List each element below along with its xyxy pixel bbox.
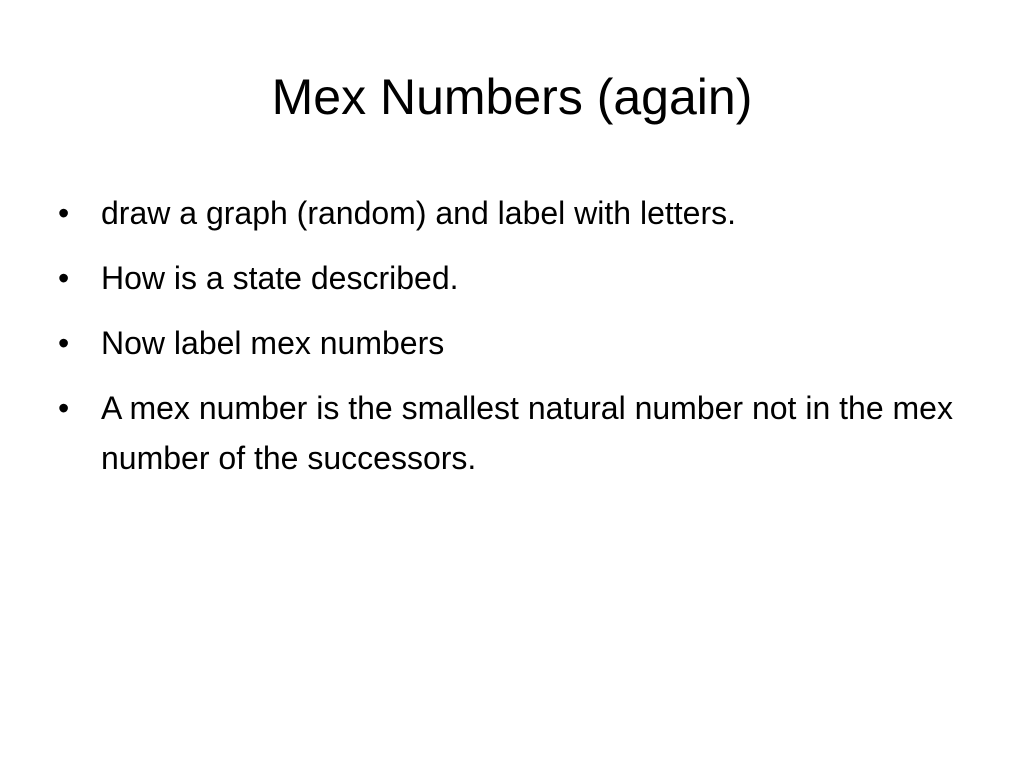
bullet-dot-icon: • [58, 390, 70, 426]
bullet-text: A mex number is the smallest natural number not in the mex number of the successors. [101, 390, 953, 476]
bullet-text: draw a graph (random) and label with letters. [101, 195, 736, 231]
bullet-dot-icon: • [58, 260, 70, 296]
bullet-item [58, 188, 978, 238]
bullet-item [58, 383, 978, 483]
bullet-dot-icon: • [58, 325, 70, 361]
bullet-item [58, 318, 978, 368]
slide-title: Mex Numbers (again) [271, 69, 753, 125]
bullet-text: How is a state described. [101, 260, 459, 296]
bullet-list [58, 188, 978, 498]
bullet-item [58, 253, 978, 303]
bullet-dot-icon: • [58, 195, 70, 231]
bullet-text: Now label mex numbers [101, 325, 445, 361]
